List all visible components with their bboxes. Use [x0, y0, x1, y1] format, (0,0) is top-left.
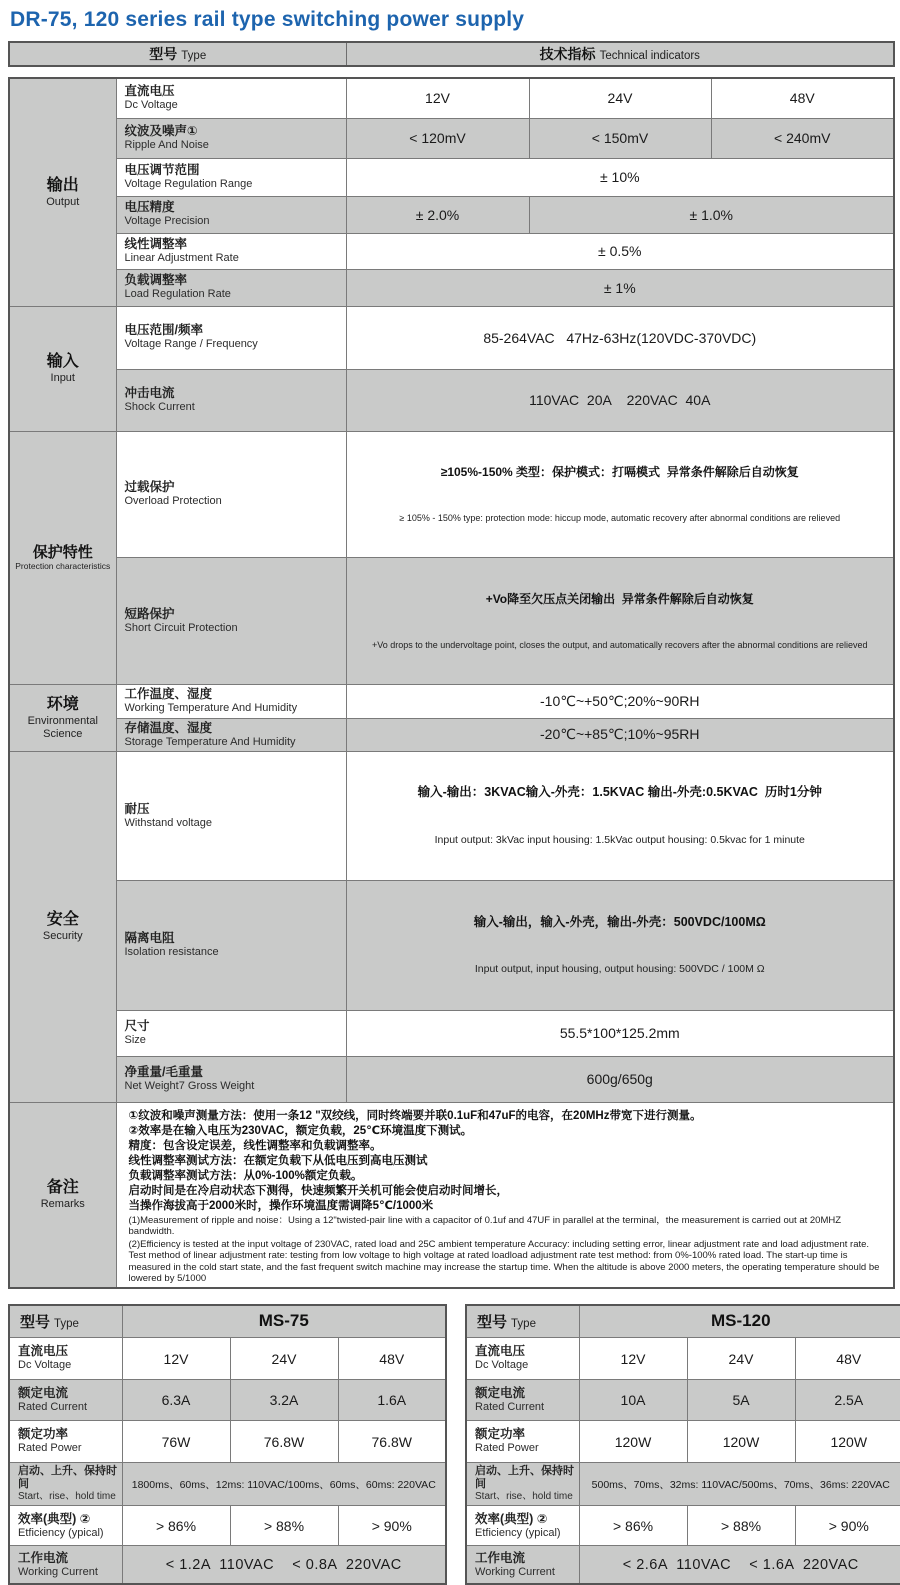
section-input	[9, 306, 116, 431]
label-en: Load Regulation Rate	[124, 288, 231, 301]
label-en: Voltage Range / Frequency	[124, 338, 258, 351]
value: 24V	[687, 1338, 795, 1380]
value: 10A	[579, 1380, 687, 1421]
label-efficiency	[9, 1506, 122, 1546]
header-type-en: Type	[181, 50, 207, 62]
ms75-row-dc-voltage	[9, 1338, 446, 1380]
value-working-current: < 2.6A 110VAC < 1.6A 220VAC	[579, 1546, 900, 1584]
ms75-type-cell	[9, 1305, 122, 1338]
label-dc-voltage	[466, 1338, 579, 1380]
value-size: 55.5*100*125.2mm	[346, 1010, 894, 1056]
label-en: Rated Power	[475, 1442, 539, 1455]
label-working-current	[466, 1546, 579, 1584]
value-en: Input output: 3kVac input housing: 1.5kVac output housing: 0.5kvac for 1 minute	[434, 834, 805, 846]
row-storage-temp	[9, 718, 894, 751]
label-cn: 额定功率	[18, 1427, 69, 1442]
label-en: Isolation resistance	[124, 946, 219, 959]
ms75-row-efficiency	[9, 1506, 446, 1546]
label-rated-current	[9, 1380, 122, 1421]
row-voltage-regulation-range	[9, 158, 894, 196]
label-en: Short Circuit Protection	[124, 622, 238, 635]
remark-line-cn: 精度：包含设定误差，线性调整率和负载调整率。	[128, 1139, 382, 1152]
label-en: Rated Current	[475, 1400, 545, 1413]
label-en: Etficiency (ypical)	[475, 1526, 561, 1539]
label-cn: 工作温度、湿度	[124, 687, 213, 702]
model-tables	[8, 1304, 893, 1585]
label-dc-voltage	[116, 78, 346, 118]
label-en: Dc Voltage	[18, 1359, 72, 1372]
value-ripple-12v: < 120mV	[346, 118, 529, 158]
label-cn: 负载调整率	[124, 273, 188, 288]
label-short-circuit	[116, 558, 346, 685]
ms75-row-working-current	[9, 1546, 446, 1584]
row-voltage-range-frequency	[9, 306, 894, 369]
section-remarks-en: Remarks	[40, 1198, 85, 1211]
section-input-en: Input	[50, 372, 75, 385]
section-remarks-cn: 备注	[46, 1179, 79, 1197]
value-vrange-freq: 85-264VAC 47Hz-63Hz(120VDC-370VDC)	[346, 306, 894, 369]
value-withstand	[346, 751, 894, 880]
label-cn: 存储温度、湿度	[124, 720, 213, 735]
value-en: Input output, input housing, output housing: 500VDC / 100M Ω	[474, 963, 765, 976]
label-en: Working Temperature And Humidity	[124, 702, 298, 715]
label-cn: 净重量/毛重量	[124, 1064, 203, 1079]
value: > 90%	[795, 1506, 900, 1546]
label-linear-adj	[116, 233, 346, 269]
label-start-time	[9, 1463, 122, 1506]
remark-line-cn: 启动时间是在冷启动状态下测得，快速频繁开关机可能会使启动时间增长，	[128, 1184, 508, 1197]
value: 24V	[230, 1338, 338, 1380]
row-size	[9, 1010, 894, 1056]
label-cn: 额定功率	[475, 1427, 526, 1442]
label-en: Withstand voltage	[124, 816, 212, 829]
value: 76W	[122, 1421, 230, 1463]
value: 76.8W	[338, 1421, 446, 1463]
ms75-row-rated-current	[9, 1380, 446, 1421]
label-cn: 额定电流	[475, 1385, 526, 1400]
value-working-current: < 1.2A 110VAC < 0.8A 220VAC	[122, 1546, 446, 1584]
label-cn: 过载保护	[124, 480, 175, 495]
ms120-row-start-time	[466, 1463, 900, 1506]
value: 120W	[795, 1421, 900, 1463]
label-en: Voltage Regulation Range	[124, 177, 253, 190]
label-cn: 启动、上升、保持时间	[475, 1465, 575, 1491]
label-en: Shock Current	[124, 400, 195, 413]
ms120-model-name: MS-120	[579, 1305, 900, 1338]
value-load-reg: ± 1%	[346, 269, 894, 306]
label-en: Ripple And Noise	[124, 138, 209, 151]
page-title: DR-75, 120 series rail type switching power supply	[10, 8, 525, 31]
remarks-content	[116, 1102, 894, 1288]
value-short-circuit	[346, 558, 894, 685]
label-cn: 启动、上升、保持时间	[18, 1465, 117, 1491]
remark-paragraph-en: (2)Efficiency is tested at the input voltage of 230VAC, rated load and 25C ambient temperature Accuracy: including setting error, linear adjustment rate and load adjustment rate. Test method of linear adjustment rate: testing from low voltage to high voltage at rated loadload adjustment rate test method: from 0%-100% rated load. The start-up time is measured in the cold start state, and the fast frequent switch machine may increase the startup time. When the altitude is above 2000 meters, the operating temperature should be lowered by 5/1000	[128, 1238, 880, 1285]
label-en: Working Current	[18, 1565, 98, 1578]
remark-line-cn: 当操作海拔高于2000米时，操作环境温度需调降5℃/1000米	[128, 1199, 434, 1212]
type-cn: 型号	[477, 1313, 508, 1331]
value: 2.5A	[795, 1380, 900, 1421]
label-storage-temp	[116, 718, 346, 751]
label-en: Voltage Precision	[124, 215, 210, 228]
label-rated-power	[466, 1421, 579, 1463]
label-dc-voltage	[9, 1338, 122, 1380]
value: 6.3A	[122, 1380, 230, 1421]
label-vrange-freq	[116, 306, 346, 369]
value: > 90%	[338, 1506, 446, 1546]
value: 48V	[338, 1338, 446, 1380]
label-withstand	[116, 751, 346, 880]
type-en: Type	[54, 1317, 79, 1330]
label-cn: 直流电压	[124, 84, 175, 99]
model-table-ms75	[8, 1304, 447, 1585]
label-load-reg	[116, 269, 346, 306]
remark-line-cn: ①纹波和噪声测量方法：使用一条12 "双绞线，同时终端要并联0.1uF和47uF的电容，在20MHz带宽下进行测量。	[128, 1109, 702, 1122]
label-cn: 电压精度	[124, 200, 175, 215]
value: > 86%	[122, 1506, 230, 1546]
value-vprecision-12v: ± 2.0%	[346, 196, 529, 233]
label-en: Rated Power	[18, 1442, 82, 1455]
value: 120W	[579, 1421, 687, 1463]
row-remarks	[9, 1102, 894, 1288]
value-storage-temp: -20℃~+85℃;10%~95RH	[346, 718, 894, 751]
remark-line-cn: 线性调整率测试方法：在额定负载下从低电压到高电压测试	[128, 1154, 428, 1167]
label-en: Size	[124, 1033, 146, 1046]
value: 76.8W	[230, 1421, 338, 1463]
label-cn: 效率(典型) ②	[475, 1511, 548, 1526]
value-weight: 600g/650g	[346, 1056, 894, 1102]
value-vprecision-24-48v: ± 1.0%	[529, 196, 894, 233]
label-vprecision	[116, 196, 346, 233]
value-overload	[346, 431, 894, 558]
label-cn: 直流电压	[18, 1344, 69, 1359]
label-rated-power	[9, 1421, 122, 1463]
ms120-row-efficiency	[466, 1506, 900, 1546]
section-environment-cn: 环境	[46, 696, 79, 714]
row-working-temp	[9, 685, 894, 718]
row-voltage-precision	[9, 196, 894, 233]
spec-header-row	[9, 42, 894, 66]
type-cn: 型号	[20, 1313, 51, 1331]
remark-paragraph-en: (1)Measurement of ripple and noise：Using a 12"twisted-pair line with a capacitor of 0.1uf and 47UF in parallel at the terminal，the measurement is carried out at 20MHZ bandwidth.	[128, 1214, 842, 1238]
remark-line-cn: ②效率是在输入电压为230VAC，额定负载，25℃环境温度下测试。	[128, 1124, 473, 1137]
label-shock	[116, 369, 346, 431]
label-cn: 额定电流	[18, 1385, 69, 1400]
value-cn: ≥105%-150% 类型：保护模式：打嗝模式 异常条件解除后自动恢复	[440, 465, 799, 480]
row-short-circuit	[9, 558, 894, 685]
row-shock-current	[9, 369, 894, 431]
row-overload-protection	[9, 431, 894, 558]
label-cn: 电压范围/频率	[124, 323, 203, 338]
label-cn: 冲击电流	[124, 385, 175, 400]
header-tech-en: Technical indicators	[599, 50, 700, 62]
header-type-cn: 型号	[149, 46, 178, 62]
value-ripple-48v: < 240mV	[711, 118, 894, 158]
value: 3.2A	[230, 1380, 338, 1421]
label-en: Storage Temperature And Humidity	[124, 735, 296, 748]
label-en: Working Current	[475, 1565, 555, 1578]
value: 5A	[687, 1380, 795, 1421]
label-cn: 纹波及噪声①	[124, 123, 198, 138]
label-ripple	[116, 118, 346, 158]
label-isolation	[116, 881, 346, 1010]
section-remarks	[9, 1102, 116, 1288]
spec-table	[8, 77, 895, 1289]
value-dc-voltage-48v: 48V	[711, 78, 894, 118]
value: 12V	[122, 1338, 230, 1380]
label-en: Net Weight7 Gross Weight	[124, 1079, 255, 1092]
section-security	[9, 751, 116, 1102]
label-cn: 工作电流	[18, 1550, 69, 1565]
value-dc-voltage-24v: 24V	[529, 78, 711, 118]
value-isolation	[346, 881, 894, 1010]
value-en: ≥ 105% - 150% type: protection mode: hiccup mode, automatic recovery after abnormal conditions are relieved	[399, 513, 841, 524]
label-overload	[116, 431, 346, 558]
section-security-en: Security	[42, 930, 83, 943]
label-working-current	[9, 1546, 122, 1584]
label-en: Start、rise、hold time	[18, 1491, 116, 1503]
label-cn: 尺寸	[124, 1018, 150, 1033]
label-en: Start、rise、hold time	[475, 1491, 573, 1503]
row-dc-voltage	[9, 78, 894, 118]
row-ripple	[9, 118, 894, 158]
value-ripple-24v: < 150mV	[529, 118, 711, 158]
header-tech-cell	[346, 42, 894, 66]
row-isolation-resistance	[9, 881, 894, 1010]
value-cn: 输入-输出：3KVAC输入-外壳：1.5KVAC 输出-外壳:0.5KVAC 历时1分钟	[417, 785, 822, 800]
value-dc-voltage-12v: 12V	[346, 78, 529, 118]
label-vreg-range	[116, 158, 346, 196]
label-size	[116, 1010, 346, 1056]
value-start-time: 1800ms、60ms、12ms: 110VAC/100ms、60ms、60ms: 220VAC	[122, 1463, 446, 1506]
label-en: Linear Adjustment Rate	[124, 251, 239, 264]
section-protection-cn: 保护特性	[32, 543, 93, 561]
section-protection-en: Protection characteristics	[15, 561, 111, 572]
ms75-row-start-time	[9, 1463, 446, 1506]
value: > 88%	[687, 1506, 795, 1546]
spec-header-bar	[8, 41, 895, 67]
row-withstand-voltage	[9, 751, 894, 880]
section-environment	[9, 685, 116, 751]
label-rated-current	[466, 1380, 579, 1421]
label-cn: 线性调整率	[124, 236, 188, 251]
section-protection	[9, 431, 116, 685]
row-weight	[9, 1056, 894, 1102]
ms120-type-cell	[466, 1305, 579, 1338]
value-cn: +Vo降至欠压点关闭输出 异常条件解除后自动恢复	[485, 592, 754, 607]
ms120-row-working-current	[466, 1546, 900, 1584]
header-type-cell	[9, 42, 346, 66]
label-en: Etficiency (ypical)	[18, 1526, 104, 1539]
label-cn: 短路保护	[124, 607, 175, 622]
section-security-cn: 安全	[46, 911, 79, 929]
ms120-header-row	[466, 1305, 900, 1338]
label-weight	[116, 1056, 346, 1102]
label-efficiency	[466, 1506, 579, 1546]
value-work-temp: -10℃~+50℃;20%~90RH	[346, 685, 894, 718]
value-vreg-range: ± 10%	[346, 158, 894, 196]
label-en: Dc Voltage	[124, 99, 178, 112]
label-cn: 效率(典型) ②	[18, 1511, 91, 1526]
label-start-time	[466, 1463, 579, 1506]
value-start-time: 500ms、70ms、32ms: 110VAC/500ms、70ms、36ms: 220VAC	[579, 1463, 900, 1506]
section-environment-en: Environmental Science	[27, 715, 98, 741]
ms120-row-rated-power	[466, 1421, 900, 1463]
value: > 86%	[579, 1506, 687, 1546]
label-en: Overload Protection	[124, 495, 222, 508]
model-table-ms120	[465, 1304, 900, 1585]
ms75-header-row	[9, 1305, 446, 1338]
remark-line-cn: 负载调整率测试方法：从0%-100%额定负载。	[128, 1169, 363, 1182]
label-cn: 工作电流	[475, 1550, 526, 1565]
value: 12V	[579, 1338, 687, 1380]
value: 1.6A	[338, 1380, 446, 1421]
section-output	[9, 78, 116, 306]
row-load-regulation	[9, 269, 894, 306]
ms120-row-rated-current	[466, 1380, 900, 1421]
value-shock: 110VAC 20A 220VAC 40A	[346, 369, 894, 431]
value: > 88%	[230, 1506, 338, 1546]
label-cn: 隔离电阻	[124, 931, 175, 946]
section-output-en: Output	[46, 195, 80, 208]
ms75-row-rated-power	[9, 1421, 446, 1463]
type-en: Type	[511, 1317, 536, 1330]
label-cn: 电压调节范围	[124, 162, 200, 177]
label-cn: 直流电压	[475, 1344, 526, 1359]
label-en: Rated Current	[18, 1400, 88, 1413]
value-linear-adj: ± 0.5%	[346, 233, 894, 269]
label-cn: 耐压	[124, 801, 150, 816]
section-output-cn: 输出	[46, 176, 79, 194]
section-input-cn: 输入	[46, 353, 79, 371]
ms75-model-name: MS-75	[122, 1305, 446, 1338]
header-tech-cn: 技术指标	[539, 46, 596, 62]
label-en: Dc Voltage	[475, 1359, 529, 1372]
value-cn: 输入-输出，输入-外壳，输出-外壳：500VDC/100MΩ	[473, 914, 766, 929]
value: 48V	[795, 1338, 900, 1380]
label-work-temp	[116, 685, 346, 718]
ms120-row-dc-voltage	[466, 1338, 900, 1380]
row-linear-adjustment	[9, 233, 894, 269]
value-en: +Vo drops to the undervoltage point, closes the output, and automatically recovers after the abnormal conditions are relieved	[371, 640, 868, 651]
value: 120W	[687, 1421, 795, 1463]
